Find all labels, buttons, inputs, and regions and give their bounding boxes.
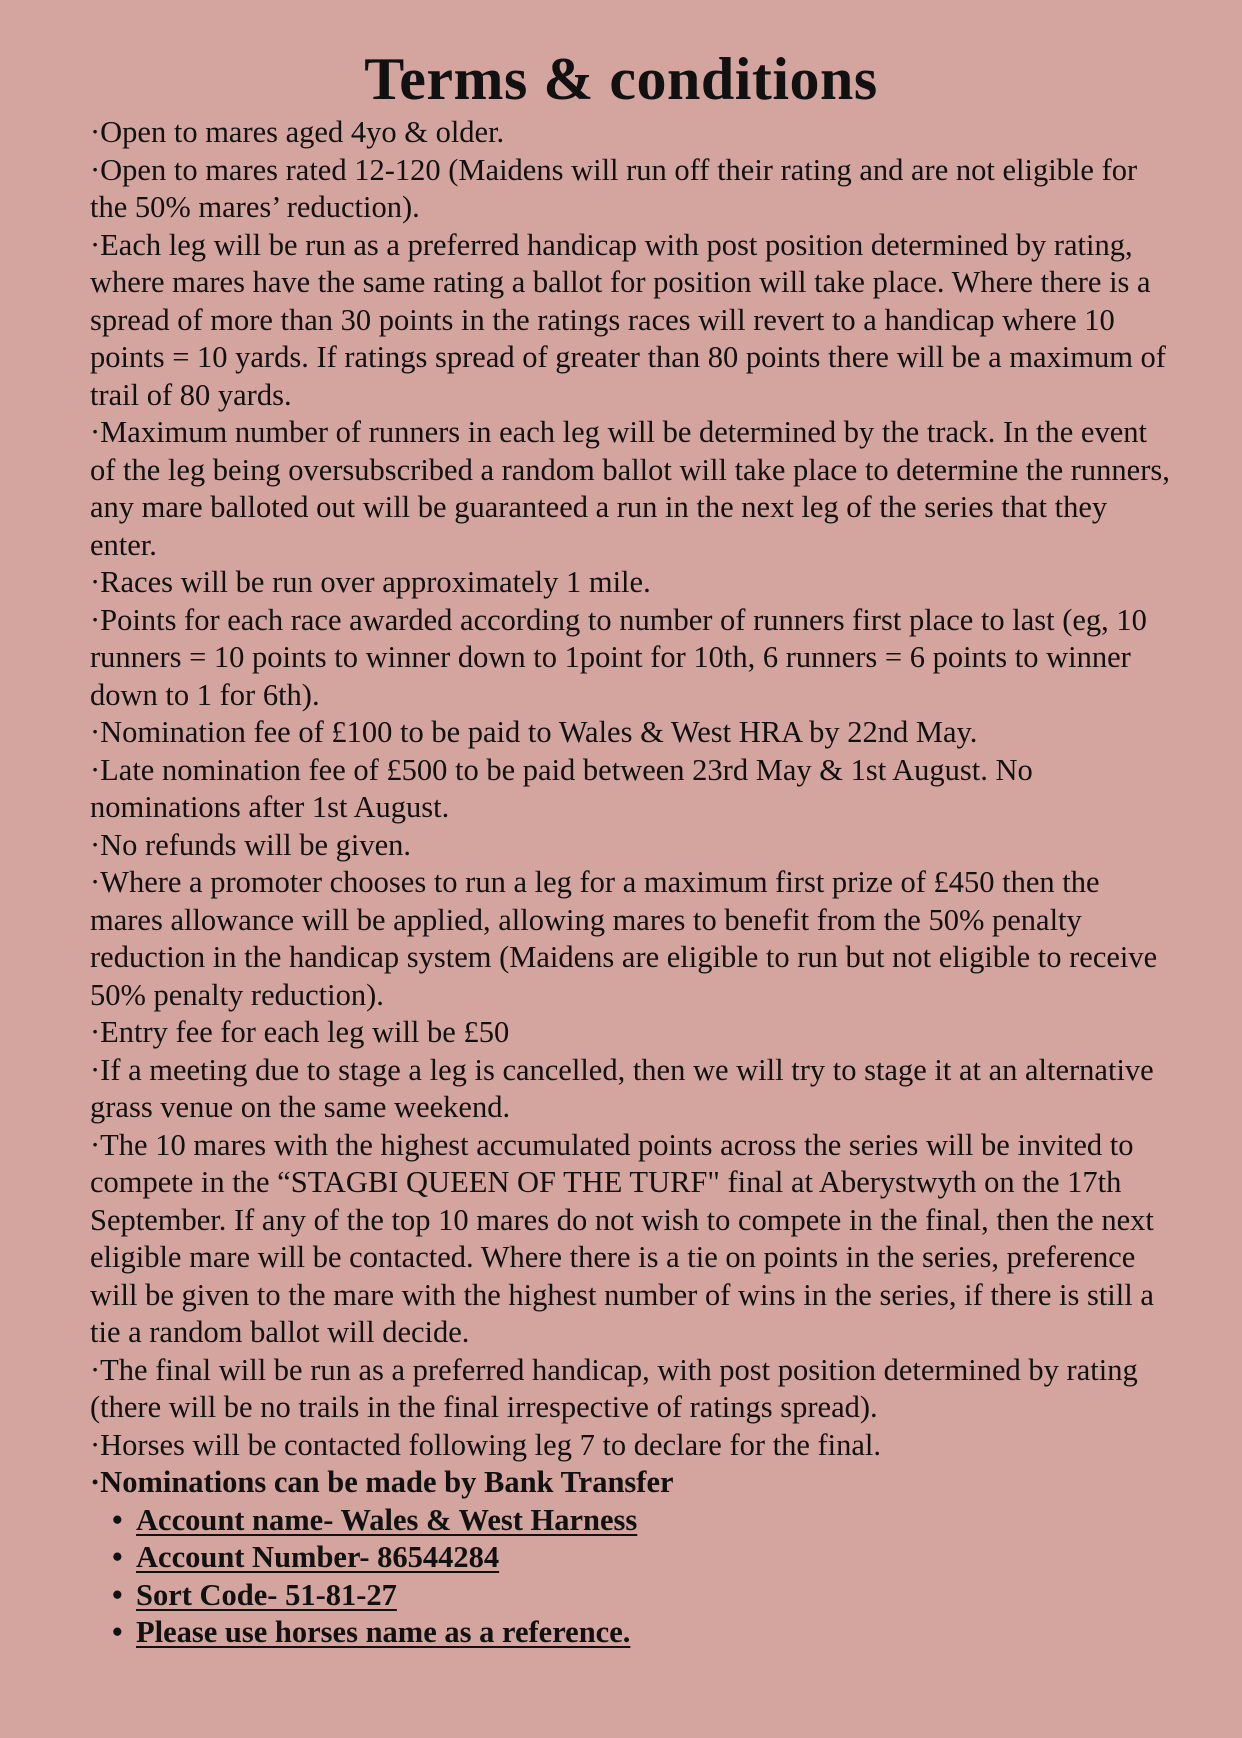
bullet-icon: • [112, 1615, 123, 1649]
term-nomination-fee: ·Nomination fee of £100 to be paid to Wales & West HRA by 22nd May. [90, 715, 978, 749]
list-item [112, 1577, 1172, 1615]
term-preferred-handicap: ·Each leg will be run as a preferred handicap with post position determined by rating, where mares have the same rating a ballot for position will take place. Where there is a spread of more than 30 points in the ratings races will revert to a handicap where 10 points = 10 yards. If ratings spread of greater than 80 points there will be a maximum of trail of 80 yards. [90, 227, 1166, 412]
term-no-refunds: ·No refunds will be given. [90, 827, 412, 862]
term-points-system: ·Points for each race awarded according to number of runners first place to last (eg, 10 runners = 10 points to winner down to 1point for 10th, 6 runners = 6 points to winner down to 1 for 6th). [90, 602, 1147, 712]
term-declaration: ·Horses will be contacted following leg 7 to declare for the final. [90, 1427, 882, 1462]
term-mares-allowance: ·Where a promoter chooses to run a leg for a maximum first prize of £450 then the mares allowance will be applied, allowing mares to benefit from the 50% penalty reduction in the handicap system (Maidens are eligible to run but not eligible to receive 50% penalty reduction). [90, 865, 1158, 1012]
term-final-qualification: ·The 10 mares with the highest accumulated points across the series will be invited to compete in the “STAGBI QUEEN OF THE TURF" final at Aberystwyth on the 17th September. If any of the top 10 mares do not wish to compete in the final, then the next eligible mare will be contacted. Where there is a tie on points in the series, preference will be given to the mare with the highest number of wins in the series, if there is still a tie a random ballot will decide. [90, 1127, 1154, 1349]
nominations-heading: ·Nominations can be made by Bank Transfer [90, 1465, 674, 1499]
term-open-rating: ·Open to mares rated 12-120 (Maidens will run off their rating and are not eligible for the 50% mares’ reduction). [90, 152, 1138, 224]
term-late-nomination-fee: ·Late nomination fee of £500 to be paid between 23rd May & 1st August. No nominations after 1st August. [90, 752, 1033, 824]
page-title: Terms & conditions [364, 46, 878, 112]
bullet-icon: • [112, 1540, 123, 1574]
account-number: Account Number- 86544284 [136, 1540, 500, 1574]
list-item [112, 1502, 1172, 1540]
term-cancelled-meeting: ·If a meeting due to stage a leg is cancelled, then we will try to stage it at an alternative grass venue on the same weekend. [90, 1052, 1154, 1124]
bank-details-list [90, 1502, 1172, 1652]
terms-body [90, 114, 1172, 1652]
term-final-handicap: ·The final will be run as a preferred handicap, with post position determined by rating (there will be no trails in the final irrespective of ratings spread). [90, 1352, 1138, 1424]
bullet-icon: • [112, 1577, 123, 1612]
sort-code: Sort Code- 51-81-27 [136, 1577, 397, 1612]
bullet-icon: • [112, 1502, 123, 1537]
list-item [112, 1614, 1172, 1652]
reference-instruction: Please use horses name as a reference. [136, 1615, 631, 1649]
term-open-age: ·Open to mares aged 4yo & older. [90, 115, 505, 149]
term-entry-fee: ·Entry fee for each leg will be £50 [90, 1015, 510, 1049]
term-maximum-runners: ·Maximum number of runners in each leg will be determined by the track. In the event of the leg being oversubscribed a random ballot will take place to determine the runners, any mare balloted out will be guaranteed a run in the next leg of the series that they enter. [90, 415, 1170, 562]
account-name: Account name- Wales & West Harness [136, 1502, 638, 1537]
term-race-distance: ·Races will be run over approximately 1 mile. [90, 565, 651, 599]
list-item [112, 1539, 1172, 1577]
